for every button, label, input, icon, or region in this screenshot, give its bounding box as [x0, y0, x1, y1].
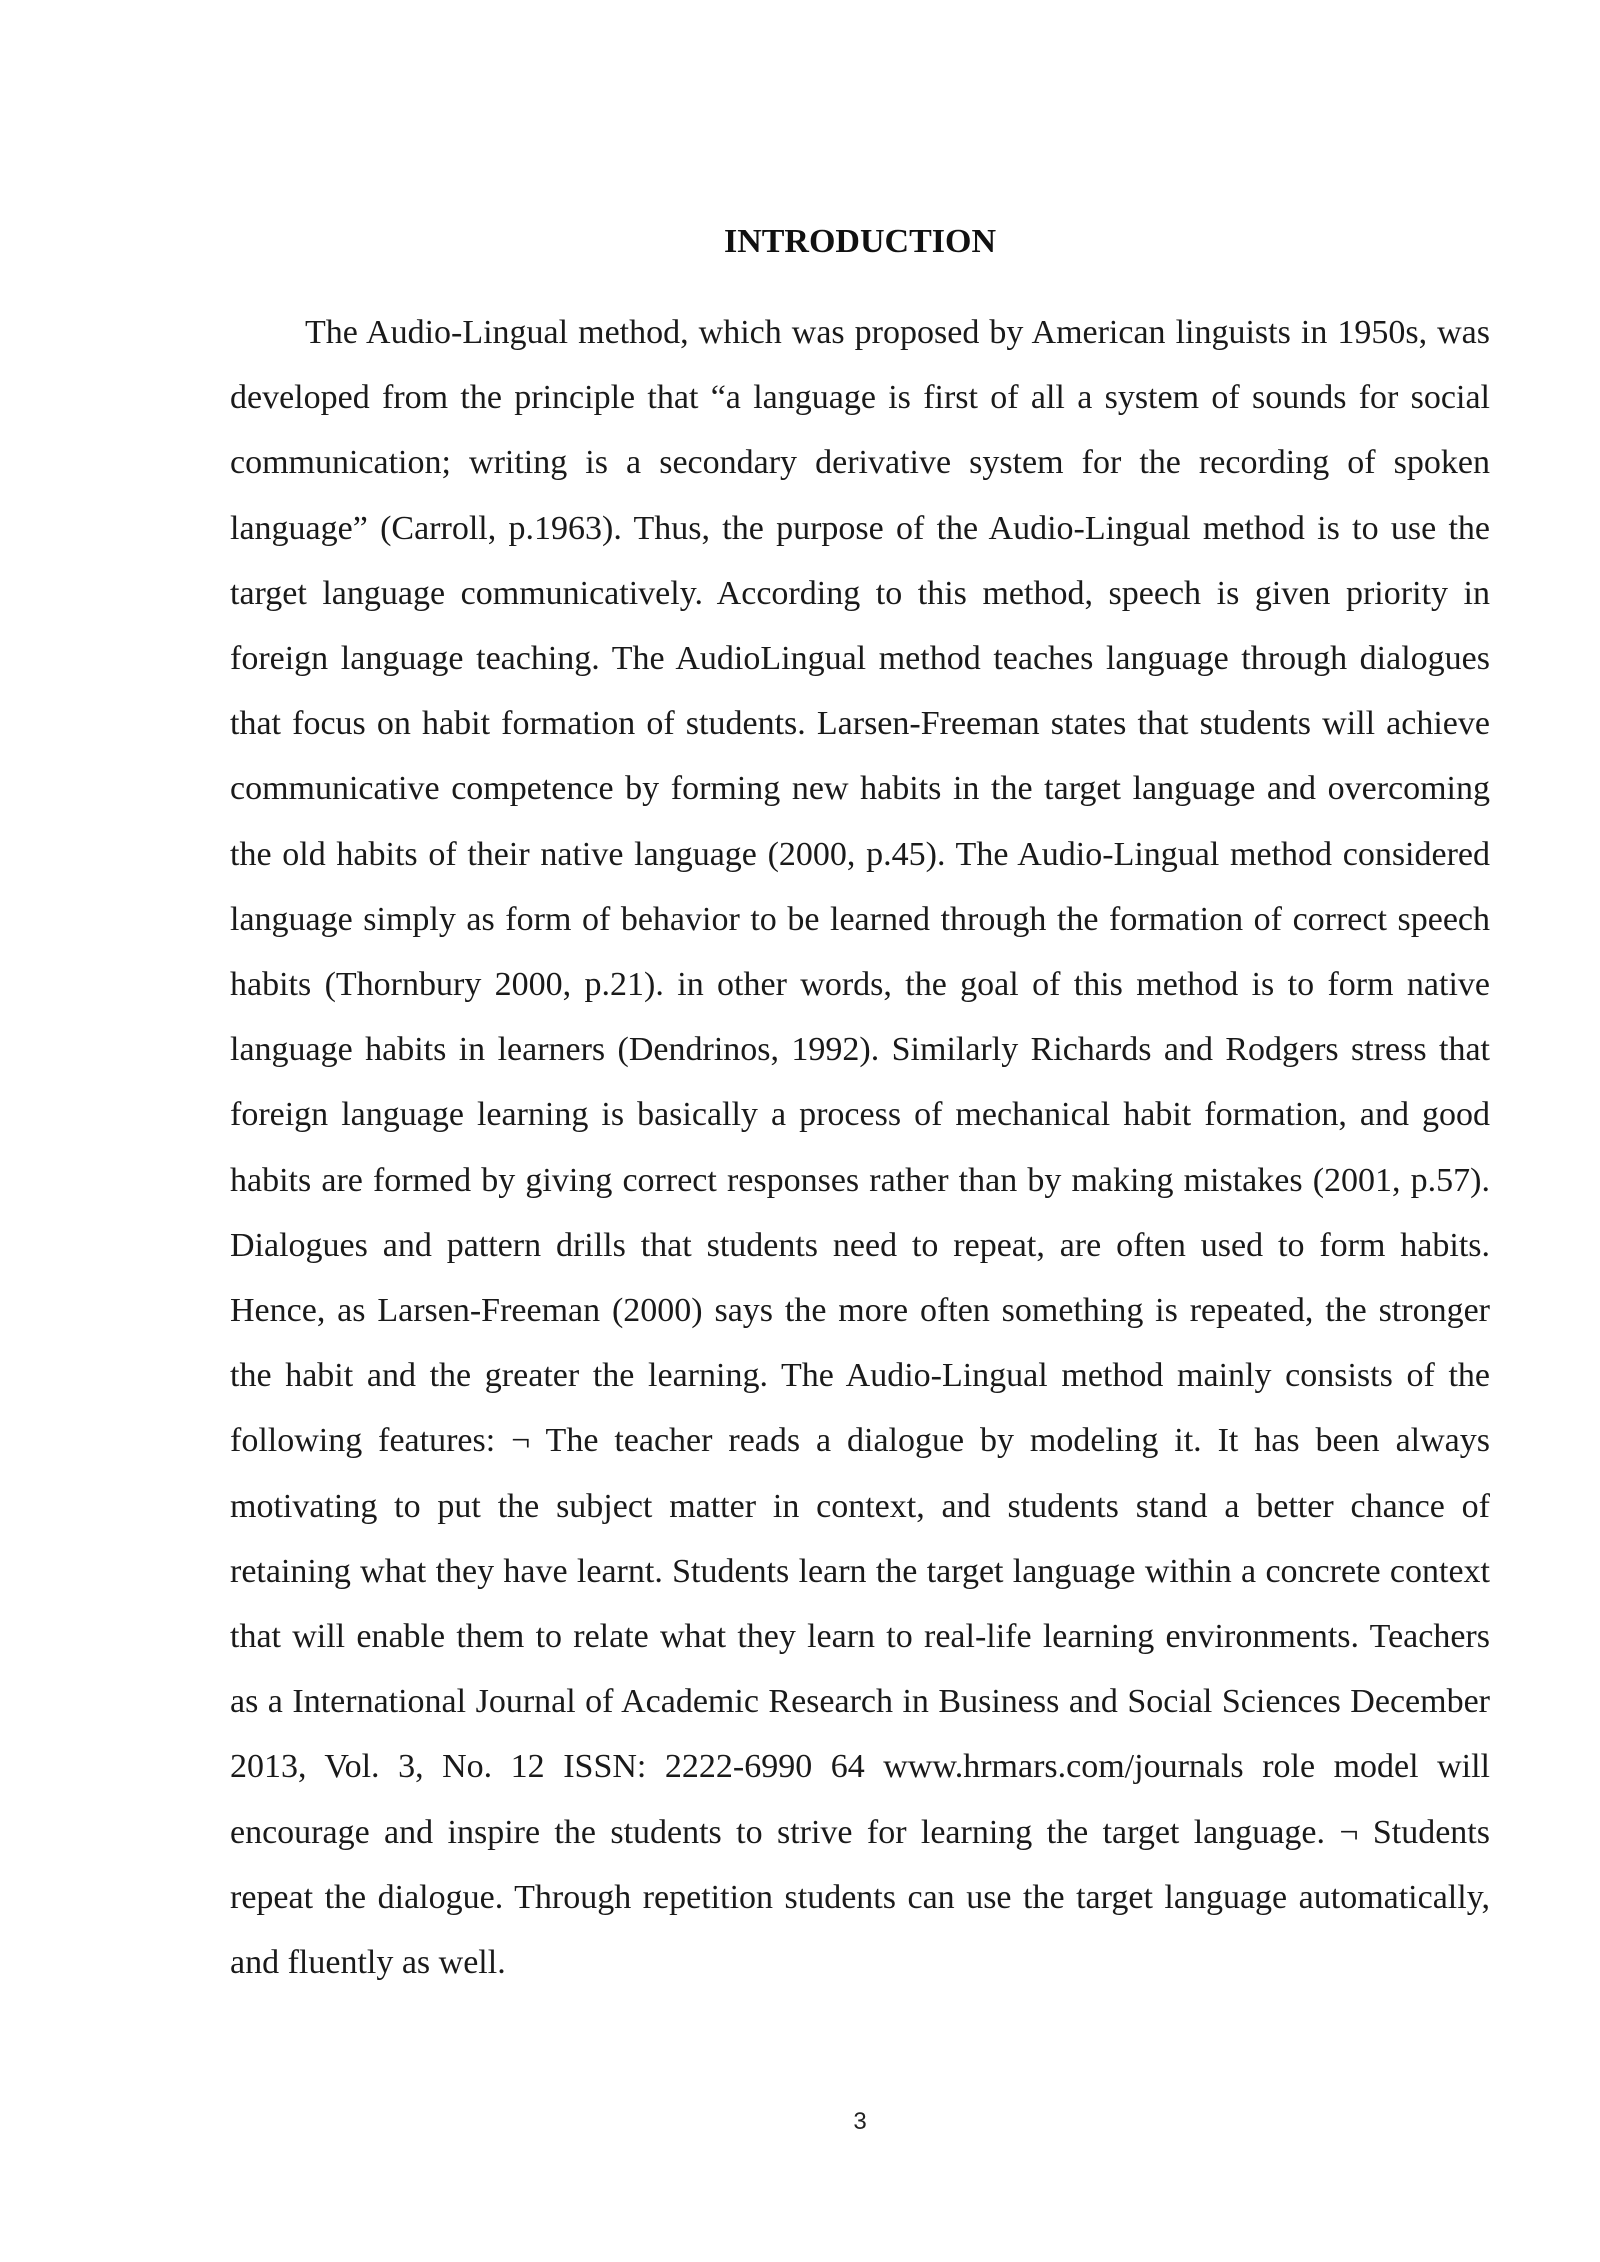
body-paragraph: The Audio-Lingual method, which was proposed by American linguists in 1950s, was developed from the principle that “a language is first of all a system of sounds for social communication; writing is a secondary derivative system for the recording of spoken language” (Carroll, p.1963). Thus, the purpose of the Audio-Lingual method is to use the target language communicatively. According to this method, speech is given priority in foreign language teaching. The AudioLingual method teaches language through dialogues that focus on habit formation of students. Larsen-Freeman states that students will achieve communicative competence by forming new habits in the target language and overcoming the old habits of their native language (2000, p.45). The Audio-Lingual method considered language simply as form of behavior to be learned through the formation of correct speech habits (Thornbury 2000, p.21). in other words, the goal of this method is to form native language habits in learners (Dendrinos, 1992). Similarly Richards and Rodgers stress that foreign language learning is basically a process of mechanical habit formation, and good habits are formed by giving correct responses rather than by making mistakes (2001, p.57). Dialogues and pattern drills that students need to repeat, are often used to form habits. Hence, as Larsen-Freeman (2000) says the more often something is repeated, the stronger the habit and the greater the learning. The Audio-Lingual method mainly consists of the following features: ¬ The teacher reads a dialogue by modeling it. It has been always motivating to put the subject matter in context, and students stand a better chance of retaining what they have learnt. Students learn the target language within a concrete context that will enable them to relate what they learn to real-life learning environments. Teachers as a International Journal of Academic Research in Business and Social Sciences December 2013, Vol. 3, No. 12 ISSN: 2222-6990 64 www.hrmars.com/journals role model will encourage and inspire the students to strive for learning the target language. ¬ Students repeat the dialogue. Through repetition students can use the target language automatically, and fluently as well. [230, 314, 1490, 1982]
page-number: 3 [853, 2108, 867, 2135]
page-title: INTRODUCTION [723, 223, 997, 260]
